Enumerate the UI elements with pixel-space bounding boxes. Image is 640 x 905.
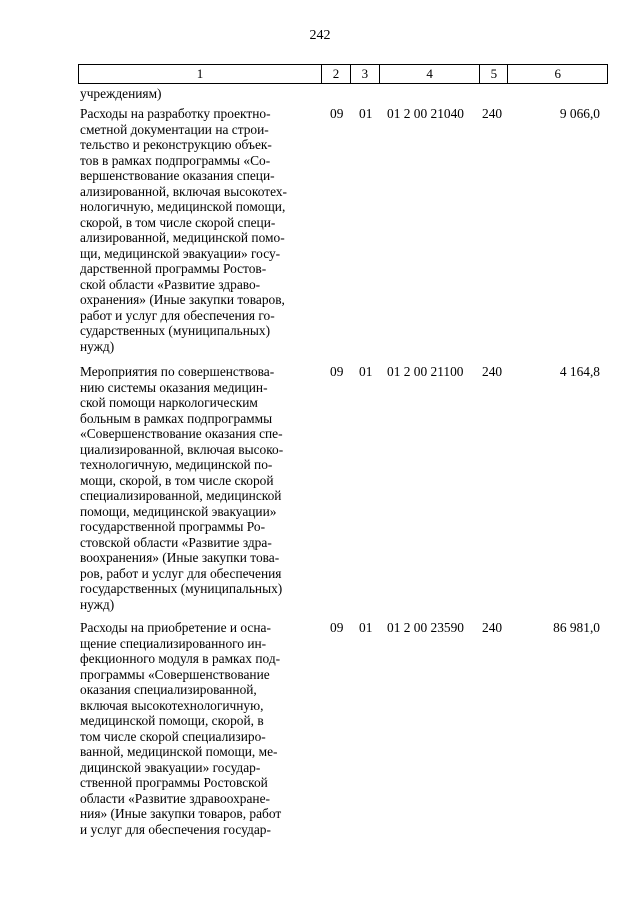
carryover-text: учреждениям) — [80, 86, 162, 101]
row-section: 09 — [330, 620, 344, 635]
row-amount: 86 981,0 — [553, 620, 600, 635]
row-expense-type: 240 — [482, 364, 503, 379]
row-subsection: 01 — [359, 106, 373, 121]
row-subsection: 01 — [359, 620, 373, 635]
header-col-4: 4 — [380, 65, 481, 83]
row-section: 09 — [330, 364, 344, 379]
row-description: Мероприятия по совершенствова- нию системы оказания медицин- ской помощи наркологическим больным в рамках подпрограммы «Совершенствование оказания спе- циализированной, включая высоко- технологичную, медицинской по- мощи, скорой, в том числе скорой специализированной, медицинской помощи, медицинской эвакуации» государственной программы Ро- стовской области «Развитие здра- воохранения» (Иные закупки това- ров, работ и услуг для обеспечения государственных (муниципальных) нужд) — [80, 364, 284, 612]
row-subsection: 01 — [359, 364, 373, 379]
page-number: 242 — [309, 28, 331, 43]
header-col-1: 1 — [79, 65, 322, 83]
row-description: Расходы на разработку проектно- сметной документации на строи- тельство и реконструкцию объек- тов в рамках подпрограммы «Со- вершенствование оказания специ- ализированной, включая высокотех- нологичную, медицинской помощи, скорой, в том числе скорой специ- ализированной, медицинской помо- щи, медицинской эвакуации» госу- дарственной программы Ростов- ской области «Развитие здраво- охранения» (Иные закупки товаров, работ и услуг для обеспечения го- сударственных (муниципальных) нужд) — [80, 106, 287, 354]
header-col-3: 3 — [351, 65, 380, 83]
table-header — [78, 64, 608, 84]
header-col-6: 6 — [554, 66, 561, 81]
row-target-code: 01 2 00 21040 — [387, 106, 464, 121]
row-target-code: 01 2 00 21100 — [387, 364, 464, 379]
row-target-code: 01 2 00 23590 — [387, 620, 464, 635]
row-amount: 9 066,0 — [559, 106, 600, 121]
row-expense-type: 240 — [482, 106, 503, 121]
row-expense-type: 240 — [482, 620, 503, 635]
row-section: 09 — [330, 106, 344, 121]
row-amount: 4 164,8 — [559, 364, 600, 379]
row-description: Расходы на приобретение и осна- щение специализированного ин- фекционного модуля в рамках под- программы «Совершенствование оказания специализированной, включая высокотехнологичную, медицинской помощи, скорой, в том числе скорой специализиро- ванной, медицинской помощи, ме- дицинской эвакуации» государ- ственной программы Ростовской области «Развитие здравоохране- ния» (Иные закупки товаров, работ и услуг для обеспечения государ- — [80, 620, 282, 837]
header-col-2: 2 — [322, 65, 351, 83]
header-col-5: 5 — [480, 65, 508, 83]
